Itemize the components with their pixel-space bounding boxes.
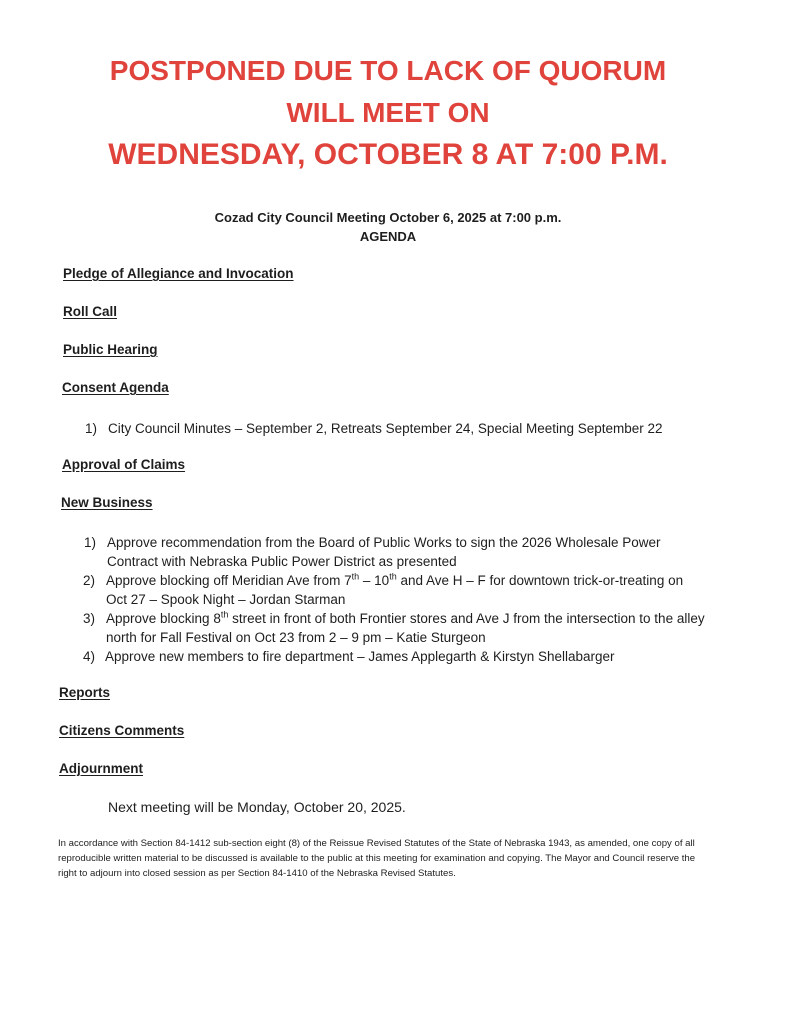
item-number: 3)	[83, 611, 96, 626]
section-pledge: Pledge of Allegiance and Invocation	[63, 266, 294, 281]
item-number: 2)	[83, 573, 96, 588]
item-number: 4)	[83, 649, 96, 664]
notice-line-3: WEDNESDAY, OCTOBER 8 AT 7:00 P.M.	[108, 138, 668, 171]
section-new-business: New Business	[61, 495, 153, 510]
next-meeting: Next meeting will be Monday, October 20, 2025.	[108, 799, 406, 815]
section-consent-agenda: Consent Agenda	[62, 380, 169, 395]
consent-item-text: City Council Minutes – September 2, Retreats September 24, Special Meeting September 22	[108, 421, 663, 436]
item-text: Approve new members to fire department – James Applegarth & Kirstyn Shellabarger	[105, 649, 615, 664]
section-public-hearing: Public Hearing	[63, 342, 158, 357]
section-adjournment: Adjournment	[59, 761, 143, 776]
meeting-title: Cozad City Council Meeting October 6, 2025 at 7:00 p.m.	[214, 210, 562, 225]
section-roll-call: Roll Call	[63, 304, 118, 319]
section-approval-of-claims: Approval of Claims	[62, 457, 186, 472]
item-text: Approve recommendation from the Board of Public Works to sign the 2026 Wholesale Power Contract with Nebraska Public Power District as presented	[107, 535, 661, 569]
notice-line-1: POSTPONED DUE TO LACK OF QUORUM	[109, 55, 667, 86]
section-reports: Reports	[59, 685, 111, 700]
item-text: Approve blocking off Meridian Ave from 7th – 10th and Ave H – F for downtown trick-or-treating on Oct 27 – Spook Night – Jordan Starman	[106, 571, 684, 607]
item-text: Approve blocking 8th street in front of both Frontier stores and Ave J from the intersection to the alley north for Fall Festival on Oct 23 from 2 – 9 pm – Katie Sturgeon	[106, 609, 705, 645]
section-citizens-comments: Citizens Comments	[59, 723, 185, 738]
notice-line-2: WILL MEET ON	[286, 97, 490, 128]
agenda-label: AGENDA	[359, 229, 417, 244]
postponed-notice	[0, 50, 776, 176]
item-number: 1)	[84, 535, 97, 550]
meeting-header	[0, 208, 776, 246]
consent-item-number: 1)	[85, 421, 98, 436]
legal-notice: In accordance with Section 84-1412 sub-section eight (8) of the Reissue Revised Statutes of the State of Nebraska 1943, as amended, one copy of all reproducible written material to be discussed is available to the public at this meeting for examination and copying. The Mayor and Council reserve the right to adjourn into closed session as per Section 84-1410 of the Nebraska Revised Statutes.	[58, 838, 696, 879]
